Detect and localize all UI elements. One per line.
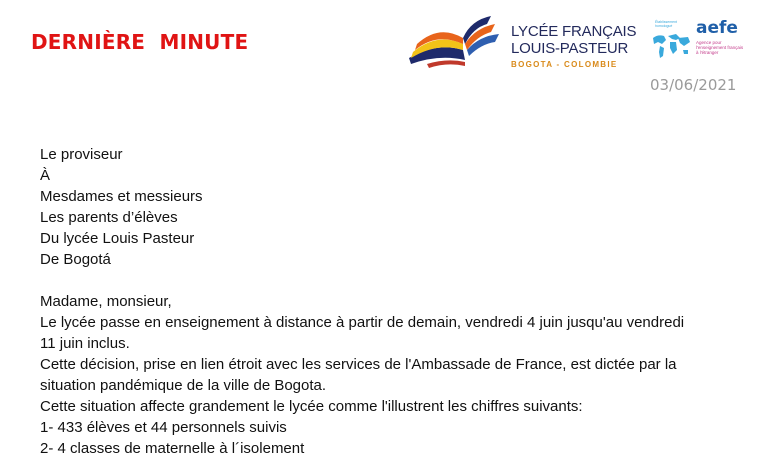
book-wings-icon [407, 14, 507, 74]
lycee-logo-line2: LOUIS-PASTEUR [511, 40, 629, 57]
figure-item: 2- 4 classes de maternelle à l´isolement [40, 440, 305, 457]
aefe-wordmark: aefe [696, 18, 738, 38]
lycee-logo-line1: LYCÉE FRANÇAIS [511, 23, 637, 40]
headline-derniere-minute: DERNIÈRE MINUTE [31, 30, 249, 54]
address-line: Du lycée Louis Pasteur [40, 230, 195, 247]
aefe-tagline-left: Établissement homologué [655, 20, 677, 28]
aefe-tagline-right: Agence pour l'enseignement français à l'étranger [696, 40, 744, 55]
address-line: À [40, 167, 51, 184]
address-line: Mesdames et messieurs [40, 188, 203, 205]
publication-date: 03/06/2021 [650, 76, 737, 94]
letter-body [40, 144, 740, 459]
paragraph: Cette décision, prise en lien étroit avec les services de l'Ambassade de France, est dictée par la situation pandémique de la ville de Bogota. [40, 356, 677, 394]
salutation: Madame, monsieur, [40, 293, 172, 310]
lycee-francais-logo [407, 14, 637, 74]
spacer [40, 270, 740, 291]
address-line: Les parents d’élèves [40, 209, 178, 226]
world-map-icon [650, 28, 692, 64]
aefe-logo [650, 20, 750, 68]
paragraph: Le lycée passe en enseignement à distance à partir de demain, vendredi 4 juin jusqu'au vendredi 11 juin inclus. [40, 314, 685, 352]
lycee-logo-line3: BOGOTA - COLOMBIE [511, 60, 618, 69]
paragraph: Cette situation affecte grandement le lycée comme l'illustrent les chiffres suivants: [40, 398, 583, 415]
figure-item: 1- 433 élèves et 44 personnels suivis [40, 419, 287, 436]
address-line: Le proviseur [40, 146, 123, 163]
address-line: De Bogotá [40, 251, 111, 268]
